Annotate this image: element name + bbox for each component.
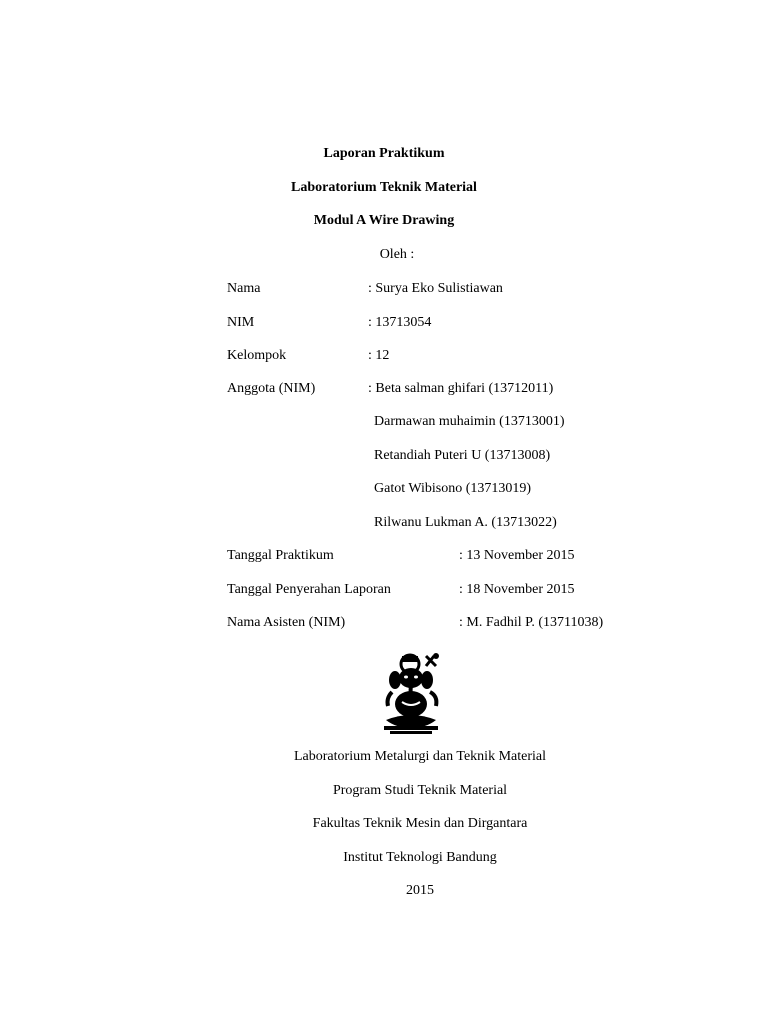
member-item: Darmawan muhaimin (13713001) bbox=[374, 414, 565, 429]
field-label-nama: Nama bbox=[227, 281, 261, 296]
member-item: Retandiah Puteri U (13713008) bbox=[374, 448, 551, 463]
member-item: Gatot Wibisono (13713019) bbox=[374, 481, 532, 496]
field-value-nama: : Surya Eko Sulistiawan bbox=[368, 281, 503, 296]
detail-value-asisten: : M. Fadhil P. (13711038) bbox=[459, 615, 604, 630]
itb-ganesha-logo-icon bbox=[380, 652, 448, 734]
field-value-kelompok: : 12 bbox=[368, 348, 390, 363]
by-label: Oleh : bbox=[379, 247, 415, 262]
footer-year: 2015 bbox=[406, 883, 434, 898]
footer-lab: Laboratorium Metalurgi dan Teknik Material bbox=[294, 749, 546, 764]
field-value-anggota: : Beta salman ghifari (13712011) bbox=[368, 381, 554, 396]
detail-value-tanggal-praktikum: : 13 November 2015 bbox=[459, 548, 575, 563]
detail-value-tanggal-penyerahan: : 18 November 2015 bbox=[459, 582, 575, 597]
field-label-anggota: Anggota (NIM) bbox=[227, 381, 316, 396]
footer-institute: Institut Teknologi Bandung bbox=[343, 850, 497, 865]
field-label-nim: NIM bbox=[227, 315, 255, 330]
field-value-nim: : 13713054 bbox=[368, 315, 432, 330]
detail-label-asisten: Nama Asisten (NIM) bbox=[227, 615, 346, 630]
member-item: Rilwanu Lukman A. (13713022) bbox=[374, 515, 557, 530]
footer-program: Program Studi Teknik Material bbox=[332, 783, 508, 798]
footer-faculty: Fakultas Teknik Mesin dan Dirgantara bbox=[312, 816, 528, 831]
lab-title: Laboratorium Teknik Material bbox=[291, 180, 477, 195]
detail-label-tanggal-penyerahan: Tanggal Penyerahan Laporan bbox=[227, 582, 391, 597]
report-title: Laporan Praktikum bbox=[323, 146, 445, 161]
field-label-kelompok: Kelompok bbox=[227, 348, 287, 363]
detail-label-tanggal-praktikum: Tanggal Praktikum bbox=[227, 548, 334, 563]
module-title: Modul A Wire Drawing bbox=[313, 213, 455, 228]
